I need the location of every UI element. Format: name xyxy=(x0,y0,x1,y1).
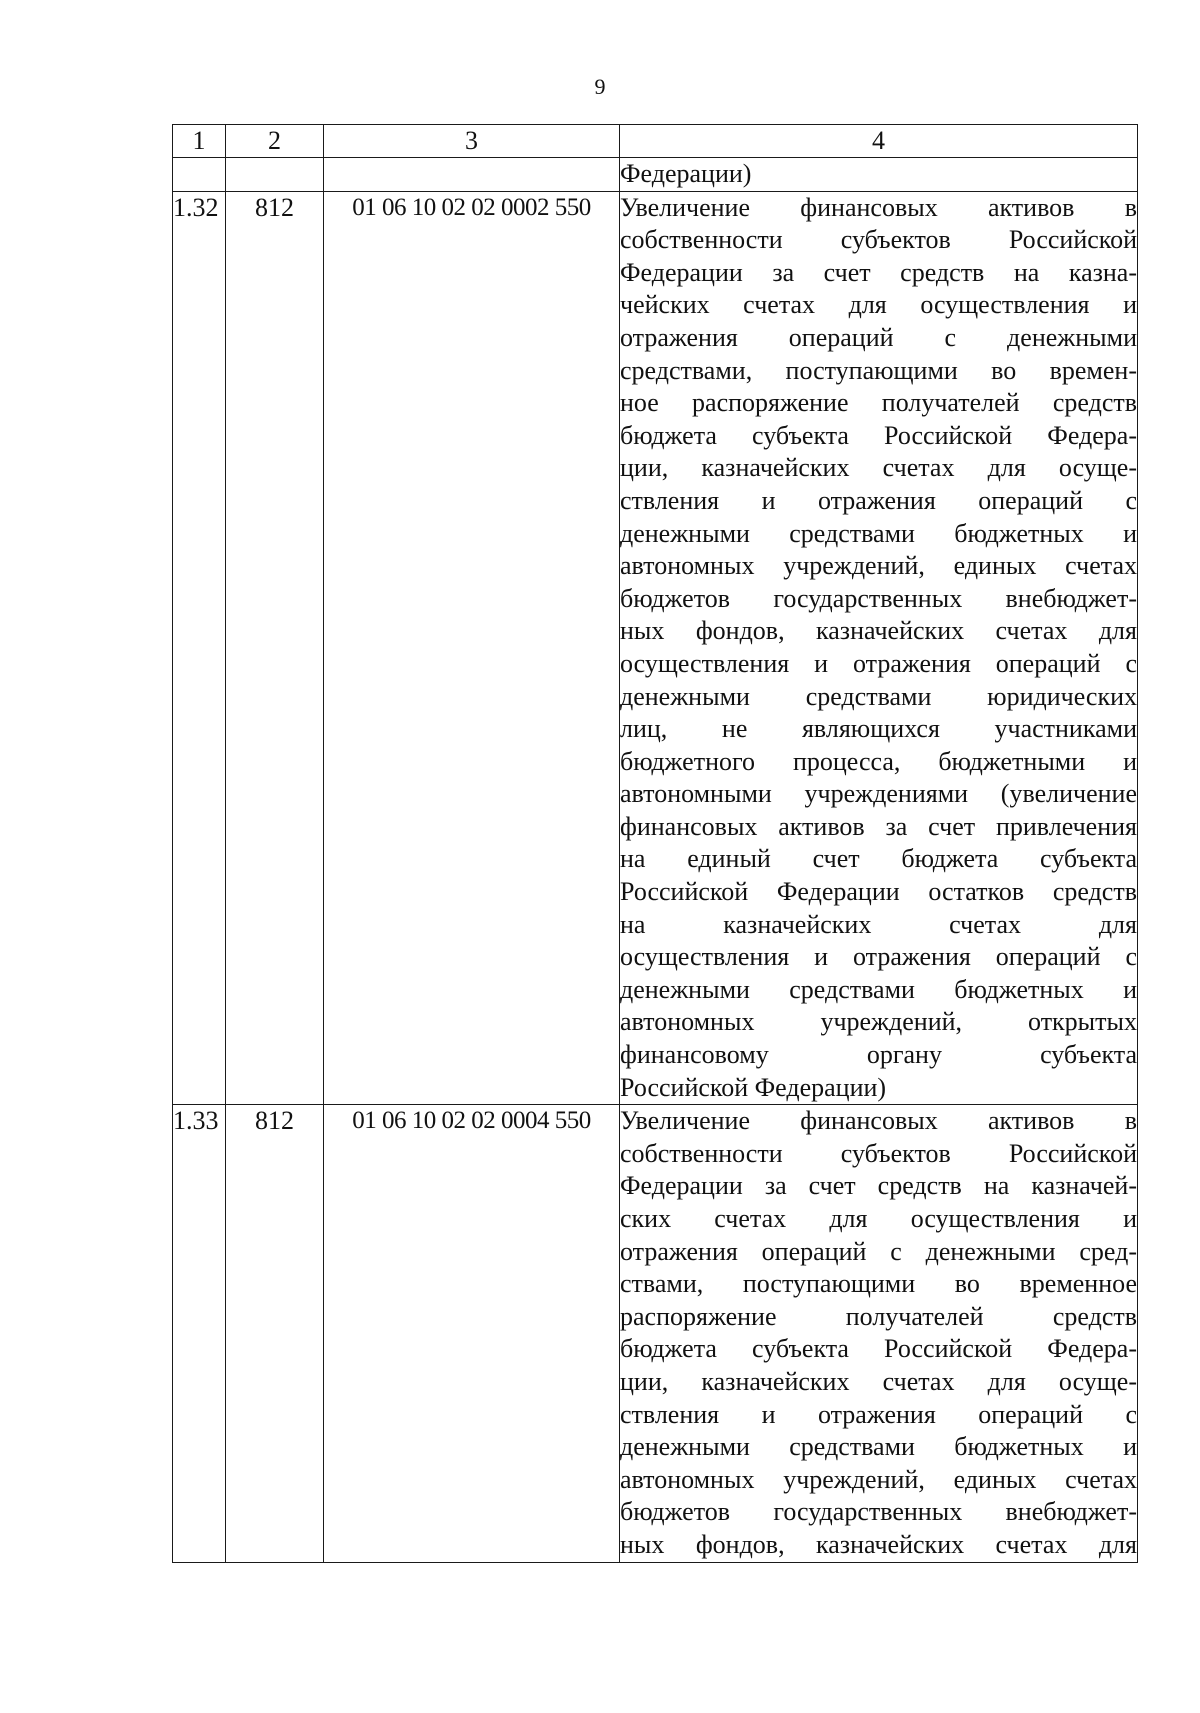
column-header-2: 2 xyxy=(226,125,324,158)
classification-code: 01 06 10 02 02 0002 550 xyxy=(324,191,620,1105)
description-line: ствами, поступающими во временное xyxy=(620,1269,1137,1299)
table-row xyxy=(173,191,1138,1105)
row-number: 1.33 xyxy=(173,1105,226,1562)
description-line: ных фондов, казначейских счетах для xyxy=(620,616,1137,646)
description-line: ции, казначейских счетах для осуще- xyxy=(620,1366,1137,1396)
description-line: Федерации) xyxy=(620,159,752,188)
table-row xyxy=(173,1105,1138,1562)
description-line: ствления и отражения операций с xyxy=(620,485,1137,515)
description-line: на единый счет бюджета субъекта xyxy=(620,844,1137,874)
table-header-row xyxy=(173,125,1138,158)
description-line: на казначейских счетах для xyxy=(620,909,1137,939)
description-line: финансовому органу субъекта xyxy=(620,1040,1137,1070)
description-line: ных фондов, казначейских счетах для xyxy=(620,1529,1137,1559)
description-line: отражения операций с денежными xyxy=(620,322,1137,352)
description-line: осуществления и отражения операций с xyxy=(620,942,1137,972)
table-row-continuation xyxy=(173,158,1138,192)
description-line: денежными средствами бюджетных и xyxy=(620,1432,1137,1462)
description-line: бюджета субъекта Российской Федера- xyxy=(620,1334,1137,1364)
description-line: бюджетного процесса, бюджетными и xyxy=(620,746,1137,776)
description-line: автономными учреждениями (увеличение xyxy=(620,779,1137,809)
description-line: ции, казначейских счетах для осуще- xyxy=(620,453,1137,483)
description-line: отражения операций с денежными сред- xyxy=(620,1236,1137,1266)
description-line: средствами, поступающими во времен- xyxy=(620,355,1137,385)
description-line: денежными средствами бюджетных и xyxy=(620,518,1137,548)
description-line: осуществления и отражения операций с xyxy=(620,648,1137,678)
cell-num xyxy=(173,158,226,192)
description-line: собственности субъектов Российской xyxy=(620,225,1137,255)
column-header-4: 4 xyxy=(620,125,1138,158)
column-header-1: 1 xyxy=(173,125,226,158)
cell-kbk xyxy=(324,158,620,192)
budget-classification-table xyxy=(172,124,1138,1563)
description-line: ное распоряжение получателей средств xyxy=(620,388,1137,418)
cell-description xyxy=(620,158,1138,192)
description-line: Увеличение финансовых активов в xyxy=(620,192,1137,222)
description-line: бюджетов государственных внебюджет- xyxy=(620,583,1137,613)
description-line: лиц, не являющихся участниками xyxy=(620,714,1137,744)
description-line: собственности субъектов Российской xyxy=(620,1138,1137,1168)
description-line: финансовых активов за счет привлечения xyxy=(620,811,1137,841)
description-line: автономных учреждений, открытых xyxy=(620,1007,1137,1037)
description-line: бюджетов государственных внебюджет- xyxy=(620,1497,1137,1527)
admin-code: 812 xyxy=(226,1105,324,1562)
row-number: 1.32 xyxy=(173,191,226,1105)
description-line: денежными средствами бюджетных и xyxy=(620,974,1137,1004)
description-line: денежными средствами юридических xyxy=(620,681,1137,711)
column-header-3: 3 xyxy=(324,125,620,158)
description-line: чейских счетах для осуществления и xyxy=(620,290,1137,320)
description-line: ских счетах для осуществления и xyxy=(620,1204,1137,1233)
description-line: Российской Федерации остатков средств xyxy=(620,877,1137,907)
description-line: Российской Федерации) xyxy=(620,1072,887,1102)
description-line: Увеличение финансовых активов в xyxy=(620,1106,1137,1136)
description-line: бюджета субъекта Российской Федера- xyxy=(620,420,1137,450)
page-number: 9 xyxy=(594,74,606,99)
row-description xyxy=(620,1105,1138,1562)
row-description xyxy=(620,191,1138,1105)
description-line: распоряжение получателей средств xyxy=(620,1301,1137,1331)
description-line: ствления и отражения операций с xyxy=(620,1399,1137,1429)
description-line: Федерации за счет средств на казна- xyxy=(620,257,1137,287)
admin-code: 812 xyxy=(226,191,324,1105)
classification-code: 01 06 10 02 02 0004 550 xyxy=(324,1105,620,1562)
description-line: автономных учреждений, единых счетах xyxy=(620,551,1137,581)
description-line: автономных учреждений, единых счетах xyxy=(620,1464,1137,1494)
cell-code xyxy=(226,158,324,192)
description-line: Федерации за счет средств на казначей- xyxy=(620,1171,1137,1201)
